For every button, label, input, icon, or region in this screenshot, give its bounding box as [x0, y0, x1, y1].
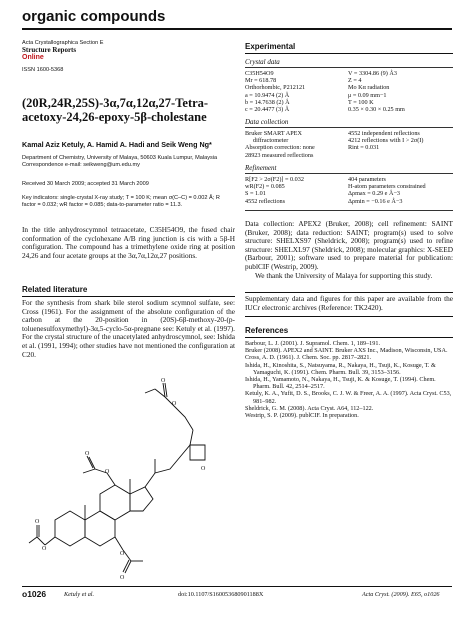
measured-reflections: 28923 measured reflections [245, 151, 314, 159]
crystal-data-label: Crystal data [245, 58, 280, 66]
reference-item: Ketuly, K. A., Yufit, D. S., Brooks, C. J. W. & Freer, A. A. (1997). Acta Cryst. C53, 981–982. [245, 390, 452, 405]
parameters-count: 404 parameters [348, 176, 386, 183]
authors: Kamal Aziz Ketuly, A. Hamid A. Hadi and Seik Weng Ng* [22, 140, 212, 149]
r-factor: R[F2 > 2σ(F2)] = 0.032 [245, 176, 304, 183]
received-dates: Received 30 March 2009; accepted 31 March 2009 [22, 181, 149, 187]
issn: ISSN 1600-5368 [22, 67, 64, 73]
cell-c: c = 20.4477 (3) Å [245, 106, 290, 114]
affiliation [22, 155, 235, 169]
reference-item: Ishida, H., Kinoshita, S., Natsuyama, R., Nakaya, H., Tsuji, K., Kosuge, T. & Yamaguchi, K. (1991). Chem. Pharm. Bull. 39, 3153–3156. [245, 361, 436, 376]
data-collection-right [348, 130, 453, 152]
observed-reflections: 4212 reflections with I > 2σ(I) [348, 137, 424, 145]
header-rule [22, 28, 452, 30]
oxetane-o-label: O [201, 466, 206, 472]
r-int: Rint = 0.031 [348, 144, 380, 152]
reference-item: Bruker (2008). APEX2 and SAINT. Bruker AXS Inc., Madison, Wisconsin, USA. [245, 347, 448, 355]
carbonyl-o-label-7: O [120, 575, 125, 580]
refinement-rule [245, 173, 453, 174]
reference-item: Ishida, H., Yamamoto, N., Nakaya, H., Tsuji, K. & Kosuge, T. (1994). Chem. Pharm. Bull. 42, 2514–2517. [245, 376, 436, 391]
h-atom-treatment: H-atom parameters constrained [348, 183, 426, 191]
reference-item: Barbour, L. J. (2001). J. Supramol. Chem. 1, 189–191. [245, 340, 381, 347]
crystal-mr: Mr = 618.78 [245, 77, 277, 85]
independent-reflections: 4552 independent reflections [348, 130, 420, 137]
molecular-structure-diagram [25, 375, 235, 580]
absorption-correction: Absorption correction: none [245, 144, 315, 152]
references-list [245, 340, 453, 419]
cell-a: a = 10.9474 (2) Å [245, 91, 290, 99]
data-collection-label: Data collection [245, 118, 289, 126]
refinement-left [245, 176, 345, 205]
cell-b: b = 14.7638 (2) Å [245, 98, 290, 106]
radiation: Mo Kα radiation [348, 84, 390, 92]
cell-volume: V = 3304.86 (9) Å3 [348, 70, 397, 77]
refinement-label: Refinement [245, 164, 277, 172]
supplementary-top-rule [245, 292, 453, 293]
ester-o-label-12: O [105, 469, 110, 475]
references-heading: References [245, 326, 289, 335]
structure-reports-label: Structure Reports [22, 46, 77, 54]
related-heading: Related literature [22, 285, 88, 294]
delta-rho-max: Δρmax = 0.29 e Å−3 [348, 190, 401, 198]
reference-item: Cross, A. D. (1961). J. Chem. Soc. pp. 2817–2821. [245, 354, 371, 362]
diffractometer-name: Bruker SMART APEX [245, 130, 302, 137]
data-collection-rule [245, 127, 453, 128]
related-text: For the synthesis from shark bile sterol sodium scymnol sulfate, see: Cross (1961). For the assignment of the absolute configuration of the carbon at the 20-position in (20S)-6β-methoxy-20-(p-toluenesulfoxymethyl)-3α,5-cyclo-5α-pregnane see: Ketuly et al. (1997). For the crystal structure of the unacetylated anhydroscymnol, see: Ishida et al. (1991, 1994); other studies have not mentioned the configuration at C20. [22, 298, 235, 359]
wr-factor: wR(F2) = 0.085 [245, 183, 285, 191]
correspondence: Correspondence e-mail: seikweng@um.edu.my [22, 162, 140, 168]
crystal-data-right [348, 70, 453, 113]
abstract: In the title anhydroscymnol tetraacetate, C35H54O9, the fused chair conformation of the cyclohexane A/B ring junction is cis with a 5β-H configuration. The compound has a trimethylene oxide ring at position 24,26 and four acetate groups at the 3α,7α,12α,27 positions. [22, 225, 235, 260]
delta-rho-min: Δρmin = −0.16 e Å−3 [348, 197, 403, 205]
crystal-data-left [245, 70, 345, 113]
ester-o-label-3: O [42, 546, 47, 552]
footer-rule [22, 586, 452, 587]
carbonyl-o-label-12: O [85, 451, 90, 457]
refinement-end-rule [245, 210, 453, 211]
acknowledgements: We thank the University of Malaya for supporting this study. [255, 271, 433, 280]
refinement-right [348, 176, 453, 205]
journal-name: Acta Crystallographica Section E [22, 40, 104, 46]
goodness-of-fit: S = 1.01 [245, 190, 266, 198]
footer-citation: Acta Cryst. (2009). E65, o1026 [362, 591, 440, 598]
affiliation-text: Department of Chemistry, University of Malaya, 50603 Kuala Lumpur, Malaysia [22, 155, 218, 161]
experimental-rule [245, 53, 453, 54]
references-rule [245, 337, 453, 338]
supplementary-bottom-rule [245, 316, 453, 317]
related-rule [22, 296, 235, 297]
software-text: Data collection: APEX2 (Bruker, 2008); cell refinement: SAINT (Bruker, 2008); data reduction: SAINT; program(s) used to solve structure: SHELXS97 (Sheldrick, 2008); program(s) used to refine structure: SHELXL97 (Sheldrick, 2008); molecular graphics: X-SEED (Barbour, 2001); software used to prepare material for publication: publCIF (Westrip, 2009). [245, 219, 453, 271]
crystal-data-rule [245, 67, 453, 68]
footer-doi: doi:10.1107/S160053680901188X [178, 591, 264, 598]
temperature: T = 100 K [348, 98, 374, 106]
footer-authors: Ketuly et al. [64, 591, 95, 598]
online-label: Online [22, 54, 44, 61]
crystal-formula: C35H54O9 [245, 70, 274, 77]
supplementary-text: Supplementary data and figures for this paper are available from the IUCr electronic archives (Reference: TK2420). [245, 294, 453, 312]
data-collection-left [245, 130, 345, 159]
diffractometer-label: diffractometer [253, 137, 289, 145]
carbonyl-o-label-27: O [161, 378, 166, 384]
reference-item: Westrip, S. P. (2009). publCIF. In preparation. [245, 412, 359, 420]
refinement-reflections: 4552 reflections [245, 197, 286, 205]
experimental-heading: Experimental [245, 42, 296, 51]
mu-value: μ = 0.09 mm−1 [348, 91, 387, 99]
reference-item: Sheldrick, G. M. (2008). Acta Cryst. A64, 112–122. [245, 404, 374, 412]
z-value: Z = 4 [348, 77, 362, 85]
section-title: organic compounds [22, 8, 166, 25]
ester-o-label-27: O [172, 401, 177, 407]
ester-o-label-7: O [120, 551, 125, 557]
crystal-size: 0.35 × 0.30 × 0.25 mm [348, 106, 405, 114]
key-indicators: Key indicators: single-crystal X-ray study; T = 100 K; mean σ(C–C) = 0.002 Å; R factor = 0.032; wR factor = 0.085; data-to-parameter ratio = 11.3. [22, 195, 220, 208]
page-number: o1026 [22, 589, 47, 599]
crystal-system: Orthorhombic, P212121 [245, 84, 306, 92]
carbonyl-o-label-3: O [35, 519, 40, 525]
article-title: (20R,24R,25S)-3α,7α,12α,27-Tetra-acetoxy-24,26-epoxy-5β-cholestane [22, 96, 209, 124]
